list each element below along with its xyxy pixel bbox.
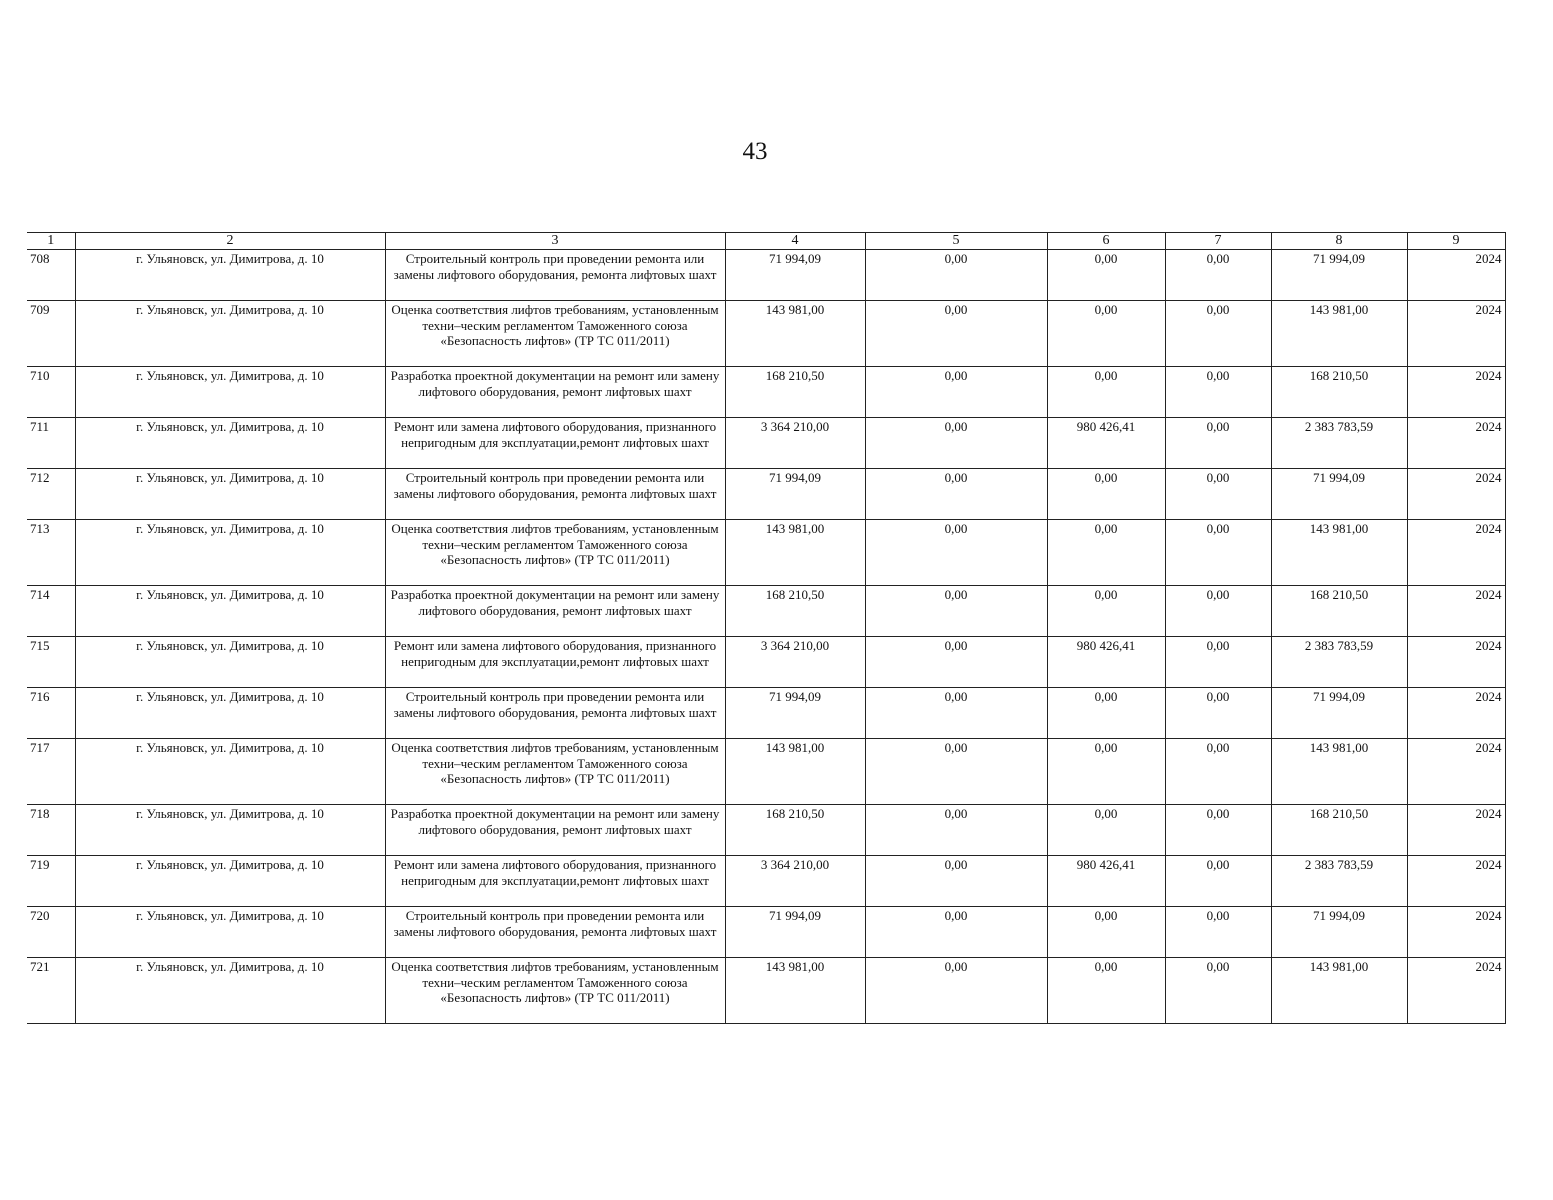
col5-value: 0,00 — [865, 520, 1047, 586]
work-description-cell: Оценка соответствия лифтов требованиям, установленным техни–ческим регламентом Таможенного союза «Безопасность лифтов» (ТР ТС 011/2011) — [385, 958, 725, 1024]
header-cell: 1 — [27, 233, 75, 250]
page-number: 43 — [742, 138, 768, 165]
year-cell: 2024 — [1407, 739, 1505, 805]
address-cell: г. Ульяновск, ул. Димитрова, д. 10 — [75, 367, 385, 418]
year-cell: 2024 — [1407, 805, 1505, 856]
header-cell: 4 — [725, 233, 865, 250]
col6-value: 980 426,41 — [1047, 637, 1165, 688]
table-row — [27, 301, 1505, 367]
table-row — [27, 739, 1505, 805]
header-cell: 5 — [865, 233, 1047, 250]
work-description-cell: Разработка проектной документации на ремонт или замену лифтового оборудования, ремонт лифтовых шахт — [385, 586, 725, 637]
table-row — [27, 586, 1505, 637]
year-cell: 2024 — [1407, 418, 1505, 469]
table-row — [27, 856, 1505, 907]
col7-value: 0,00 — [1165, 418, 1271, 469]
col5-value: 0,00 — [865, 688, 1047, 739]
col4-value: 143 981,00 — [725, 301, 865, 367]
col5-value: 0,00 — [865, 805, 1047, 856]
col4-value: 71 994,09 — [725, 688, 865, 739]
col6-value: 0,00 — [1047, 907, 1165, 958]
header-cell: 9 — [1407, 233, 1505, 250]
row-number: 709 — [27, 301, 75, 367]
row-number: 718 — [27, 805, 75, 856]
row-number: 715 — [27, 637, 75, 688]
table-row — [27, 520, 1505, 586]
work-description-cell: Ремонт или замена лифтового оборудования, признанного непригодным для эксплуатации,ремонт лифтовых шахт — [385, 856, 725, 907]
col6-value: 0,00 — [1047, 805, 1165, 856]
col4-value: 3 364 210,00 — [725, 856, 865, 907]
col5-value: 0,00 — [865, 739, 1047, 805]
work-description-cell: Строительный контроль при проведении ремонта или замены лифтового оборудования, ремонта лифтовых шахт — [385, 250, 725, 301]
address-cell: г. Ульяновск, ул. Димитрова, д. 10 — [75, 250, 385, 301]
col5-value: 0,00 — [865, 637, 1047, 688]
year-cell: 2024 — [1407, 250, 1505, 301]
col4-value: 143 981,00 — [725, 739, 865, 805]
row-number: 714 — [27, 586, 75, 637]
address-cell: г. Ульяновск, ул. Димитрова, д. 10 — [75, 739, 385, 805]
work-description-cell: Ремонт или замена лифтового оборудования, признанного непригодным для эксплуатации,ремонт лифтовых шахт — [385, 637, 725, 688]
col8-value: 143 981,00 — [1271, 739, 1407, 805]
col6-value: 980 426,41 — [1047, 418, 1165, 469]
work-description-cell: Оценка соответствия лифтов требованиям, установленным техни–ческим регламентом Таможенного союза «Безопасность лифтов» (ТР ТС 011/2011) — [385, 301, 725, 367]
year-cell: 2024 — [1407, 856, 1505, 907]
col8-value: 168 210,50 — [1271, 805, 1407, 856]
year-cell: 2024 — [1407, 520, 1505, 586]
address-cell: г. Ульяновск, ул. Димитрова, д. 10 — [75, 586, 385, 637]
work-description-cell: Разработка проектной документации на ремонт или замену лифтового оборудования, ремонт лифтовых шахт — [385, 805, 725, 856]
col7-value: 0,00 — [1165, 907, 1271, 958]
year-cell: 2024 — [1407, 469, 1505, 520]
col5-value: 0,00 — [865, 907, 1047, 958]
col8-value: 71 994,09 — [1271, 907, 1407, 958]
address-cell: г. Ульяновск, ул. Димитрова, д. 10 — [75, 805, 385, 856]
col6-value: 0,00 — [1047, 469, 1165, 520]
col5-value: 0,00 — [865, 301, 1047, 367]
col4-value: 3 364 210,00 — [725, 637, 865, 688]
header-cell: 6 — [1047, 233, 1165, 250]
work-description-cell: Строительный контроль при проведении ремонта или замены лифтового оборудования, ремонта лифтовых шахт — [385, 907, 725, 958]
col5-value: 0,00 — [865, 586, 1047, 637]
col5-value: 0,00 — [865, 367, 1047, 418]
col8-value: 71 994,09 — [1271, 250, 1407, 301]
col8-value: 2 383 783,59 — [1271, 418, 1407, 469]
col4-value: 168 210,50 — [725, 805, 865, 856]
address-cell: г. Ульяновск, ул. Димитрова, д. 10 — [75, 418, 385, 469]
header-cell: 8 — [1271, 233, 1407, 250]
col4-value: 3 364 210,00 — [725, 418, 865, 469]
col6-value: 980 426,41 — [1047, 856, 1165, 907]
col4-value: 168 210,50 — [725, 367, 865, 418]
table-body — [27, 250, 1505, 1024]
address-cell: г. Ульяновск, ул. Димитрова, д. 10 — [75, 637, 385, 688]
col8-value: 143 981,00 — [1271, 301, 1407, 367]
col4-value: 71 994,09 — [725, 250, 865, 301]
table-row — [27, 805, 1505, 856]
col6-value: 0,00 — [1047, 586, 1165, 637]
col7-value: 0,00 — [1165, 805, 1271, 856]
col7-value: 0,00 — [1165, 856, 1271, 907]
row-number: 719 — [27, 856, 75, 907]
year-cell: 2024 — [1407, 958, 1505, 1024]
col6-value: 0,00 — [1047, 367, 1165, 418]
work-description-cell: Строительный контроль при проведении ремонта или замены лифтового оборудования, ремонта лифтовых шахт — [385, 469, 725, 520]
col6-value: 0,00 — [1047, 301, 1165, 367]
col8-value: 168 210,50 — [1271, 586, 1407, 637]
col7-value: 0,00 — [1165, 586, 1271, 637]
col7-value: 0,00 — [1165, 637, 1271, 688]
address-cell: г. Ульяновск, ул. Димитрова, д. 10 — [75, 469, 385, 520]
row-number: 716 — [27, 688, 75, 739]
work-description-cell: Оценка соответствия лифтов требованиям, установленным техни–ческим регламентом Таможенного союза «Безопасность лифтов» (ТР ТС 011/2011) — [385, 739, 725, 805]
header-cell: 2 — [75, 233, 385, 250]
table-row — [27, 637, 1505, 688]
address-cell: г. Ульяновск, ул. Димитрова, д. 10 — [75, 856, 385, 907]
col6-value: 0,00 — [1047, 958, 1165, 1024]
col8-value: 2 383 783,59 — [1271, 856, 1407, 907]
col6-value: 0,00 — [1047, 520, 1165, 586]
col4-value: 168 210,50 — [725, 586, 865, 637]
row-number: 710 — [27, 367, 75, 418]
table-row — [27, 688, 1505, 739]
year-cell: 2024 — [1407, 637, 1505, 688]
col4-value: 71 994,09 — [725, 469, 865, 520]
col6-value: 0,00 — [1047, 739, 1165, 805]
col5-value: 0,00 — [865, 469, 1047, 520]
work-description-cell: Строительный контроль при проведении ремонта или замены лифтового оборудования, ремонта лифтовых шахт — [385, 688, 725, 739]
table-row — [27, 469, 1505, 520]
year-cell: 2024 — [1407, 907, 1505, 958]
address-cell: г. Ульяновск, ул. Димитрова, д. 10 — [75, 907, 385, 958]
col6-value: 0,00 — [1047, 688, 1165, 739]
header-row — [27, 233, 1505, 250]
table-row — [27, 367, 1505, 418]
col8-value: 2 383 783,59 — [1271, 637, 1407, 688]
col4-value: 143 981,00 — [725, 958, 865, 1024]
col4-value: 143 981,00 — [725, 520, 865, 586]
year-cell: 2024 — [1407, 688, 1505, 739]
work-description-cell: Разработка проектной документации на ремонт или замену лифтового оборудования, ремонт лифтовых шахт — [385, 367, 725, 418]
table-row — [27, 250, 1505, 301]
col7-value: 0,00 — [1165, 250, 1271, 301]
col8-value: 143 981,00 — [1271, 958, 1407, 1024]
col8-value: 143 981,00 — [1271, 520, 1407, 586]
col5-value: 0,00 — [865, 250, 1047, 301]
col5-value: 0,00 — [865, 958, 1047, 1024]
year-cell: 2024 — [1407, 586, 1505, 637]
col7-value: 0,00 — [1165, 469, 1271, 520]
header-cell: 3 — [385, 233, 725, 250]
row-number: 712 — [27, 469, 75, 520]
col7-value: 0,00 — [1165, 520, 1271, 586]
row-number: 713 — [27, 520, 75, 586]
col8-value: 168 210,50 — [1271, 367, 1407, 418]
col8-value: 71 994,09 — [1271, 469, 1407, 520]
row-number: 717 — [27, 739, 75, 805]
row-number: 711 — [27, 418, 75, 469]
address-cell: г. Ульяновск, ул. Димитрова, д. 10 — [75, 301, 385, 367]
header-cell: 7 — [1165, 233, 1271, 250]
table-row — [27, 418, 1505, 469]
col5-value: 0,00 — [865, 856, 1047, 907]
col7-value: 0,00 — [1165, 301, 1271, 367]
row-number: 708 — [27, 250, 75, 301]
year-cell: 2024 — [1407, 367, 1505, 418]
col7-value: 0,00 — [1165, 958, 1271, 1024]
table-row — [27, 907, 1505, 958]
col6-value: 0,00 — [1047, 250, 1165, 301]
col7-value: 0,00 — [1165, 739, 1271, 805]
col8-value: 71 994,09 — [1271, 688, 1407, 739]
col5-value: 0,00 — [865, 418, 1047, 469]
address-cell: г. Ульяновск, ул. Димитрова, д. 10 — [75, 958, 385, 1024]
row-number: 721 — [27, 958, 75, 1024]
col7-value: 0,00 — [1165, 688, 1271, 739]
work-description-cell: Ремонт или замена лифтового оборудования, признанного непригодным для эксплуатации,ремонт лифтовых шахт — [385, 418, 725, 469]
row-number: 720 — [27, 907, 75, 958]
address-cell: г. Ульяновск, ул. Димитрова, д. 10 — [75, 688, 385, 739]
year-cell: 2024 — [1407, 301, 1505, 367]
works-table — [27, 232, 1506, 1024]
col4-value: 71 994,09 — [725, 907, 865, 958]
address-cell: г. Ульяновск, ул. Димитрова, д. 10 — [75, 520, 385, 586]
work-description-cell: Оценка соответствия лифтов требованиям, установленным техни–ческим регламентом Таможенного союза «Безопасность лифтов» (ТР ТС 011/2011) — [385, 520, 725, 586]
table-row — [27, 958, 1505, 1024]
col7-value: 0,00 — [1165, 367, 1271, 418]
